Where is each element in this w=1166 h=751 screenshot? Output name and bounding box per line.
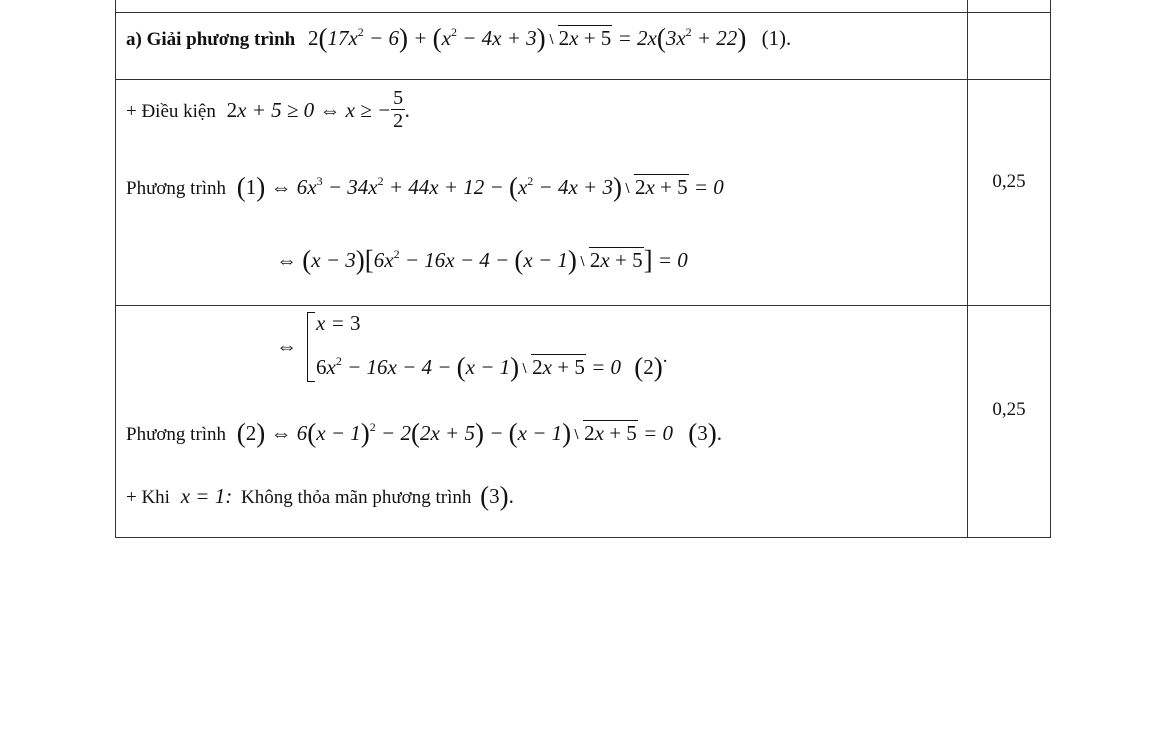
condition-line [126, 87, 411, 134]
phuong-trinh-label-1: Phương trình [126, 178, 227, 199]
phuong-trinh-label-2: Phương trình [126, 424, 227, 445]
transform-line-3 [126, 416, 722, 447]
khi-text: Không thỏa mãn phương trình [240, 487, 472, 508]
problem-label: a) Giải phương trình [126, 29, 296, 50]
khi-ref: (3). [480, 481, 514, 511]
equation-number-3: (3). [688, 418, 722, 448]
transform-line-2 [276, 243, 688, 274]
table-row-problem [115, 13, 1051, 80]
case-1: x = 3 [316, 311, 361, 335]
transform-expression-2: ⇔ $(x - 3)[6x^2 - 16x - 4 - (x - 1)$ 2x + 5] = 0 [276, 245, 688, 275]
problem-equation: $2(17x^2 - 6) + (x^2 - 4x + 3) 2x + 5 = 2x(3x^2 + 22)$ [307, 23, 747, 53]
case-bracket [307, 312, 315, 382]
khi-value: x = 1: [180, 484, 233, 508]
khi-label: + Khi [126, 487, 170, 508]
condition-label: + Điều kiện [126, 100, 216, 122]
case-2-expression: $6x^2 - 16x - 4 - (x - 1) 2x + 5 = 0$ [316, 352, 627, 382]
equation-number-1: (1). [761, 26, 792, 50]
transform-expression-3: (2) ⇔ $6(x - 1)^2 - 2(2x + 5) - (x - 1)$ 2x + 5 = 0 [236, 418, 679, 448]
case-2: $6x^2 - 16x - 4 - (x - 1) 2x + 5 = 0$ (2). [316, 346, 668, 382]
transform-line-1 [126, 170, 724, 201]
case-x-equals-1 [126, 479, 514, 510]
score-step1: 0,25 [992, 171, 1026, 192]
equivalence-symbol: ⇔ [276, 334, 297, 358]
problem-statement [126, 21, 791, 52]
table-row-step2 [115, 306, 1051, 538]
transform-expression-1: (1) ⇔ $6x^3 - 34x^2 + 44x + 12 - (x^2 - 4x + 3) 2x + 5 = 0$ [236, 172, 724, 202]
table-row-step1 [115, 80, 1051, 306]
score-step2: 0,25 [992, 399, 1026, 420]
table-row-top-stub [115, 0, 1051, 13]
condition-expression: 2x + 5 ≥ 0 ⇔ x ≥ − $\frac{5}{2}$ . [226, 87, 411, 132]
case-2-number: (2) [634, 352, 663, 382]
